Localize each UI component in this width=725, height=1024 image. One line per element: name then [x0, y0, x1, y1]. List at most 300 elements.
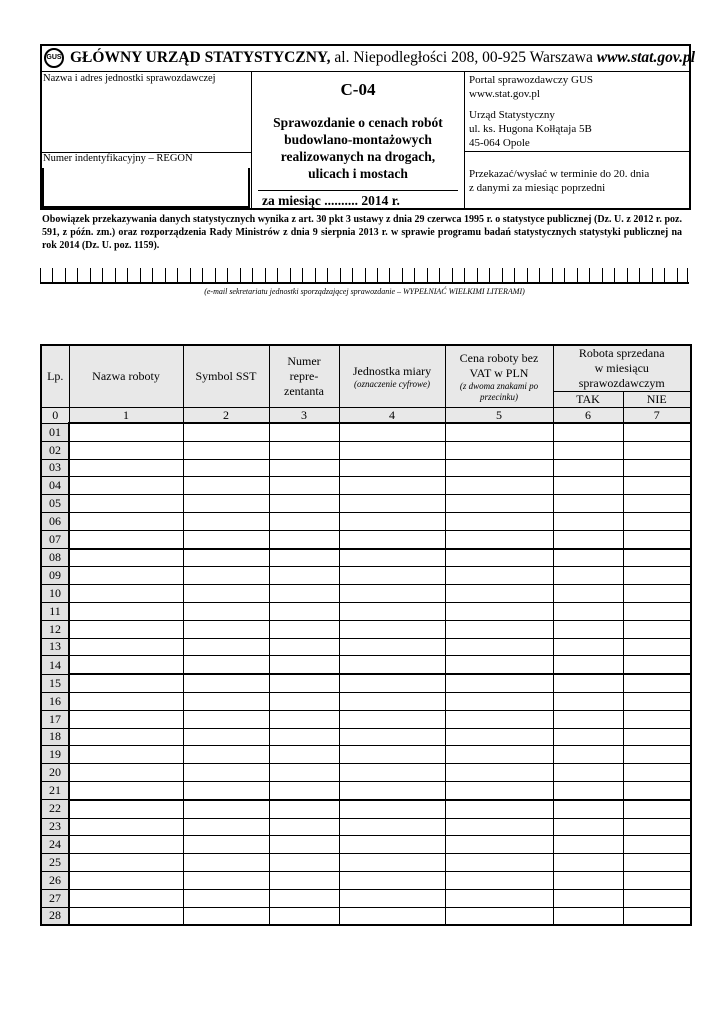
table-cell-input[interactable]	[183, 889, 269, 907]
table-cell-input[interactable]	[339, 638, 445, 656]
table-cell-input[interactable]	[553, 459, 623, 477]
table-cell-input[interactable]	[445, 907, 553, 925]
table-cell-input[interactable]	[183, 530, 269, 548]
table-cell-input[interactable]	[183, 602, 269, 620]
table-cell-input[interactable]	[445, 656, 553, 674]
table-cell-input[interactable]	[339, 907, 445, 925]
table-cell-input[interactable]	[445, 549, 553, 567]
table-cell-input[interactable]	[269, 764, 339, 782]
table-cell-input[interactable]	[339, 620, 445, 638]
row-number: 05	[41, 495, 69, 513]
email-box-divider	[389, 268, 390, 282]
email-box-divider	[152, 268, 153, 282]
col-header-tak: TAK	[553, 392, 623, 408]
table-cell-input[interactable]	[445, 818, 553, 836]
table-cell-input[interactable]	[269, 728, 339, 746]
table-cell-input[interactable]	[269, 818, 339, 836]
table-cell-input[interactable]	[445, 836, 553, 854]
table-cell-input[interactable]	[553, 889, 623, 907]
email-box-divider	[165, 268, 166, 282]
header-line: VAT w PLN	[469, 365, 529, 380]
table-cell-input[interactable]	[339, 602, 445, 620]
table-cell-input[interactable]	[339, 728, 445, 746]
table-cell-input[interactable]	[339, 818, 445, 836]
table-cell-input[interactable]	[339, 710, 445, 728]
email-box-divider	[215, 268, 216, 282]
table-cell-input[interactable]	[69, 907, 183, 925]
table-cell-input[interactable]	[183, 459, 269, 477]
table-cell-input[interactable]	[445, 602, 553, 620]
table-cell-input[interactable]	[445, 477, 553, 495]
table-cell-input[interactable]	[445, 459, 553, 477]
table-cell-input[interactable]	[445, 495, 553, 513]
table-cell-input[interactable]	[445, 620, 553, 638]
table-cell-input[interactable]	[269, 495, 339, 513]
regon-input-field[interactable]	[42, 168, 250, 208]
table-cell-input[interactable]	[69, 764, 183, 782]
table-cell-input[interactable]	[69, 620, 183, 638]
table-cell-input[interactable]	[269, 674, 339, 692]
table-cell-input[interactable]	[553, 620, 623, 638]
table-cell-input[interactable]	[553, 549, 623, 567]
table-row	[41, 620, 691, 638]
email-input-boxes[interactable]	[40, 262, 689, 284]
table-cell-input[interactable]	[339, 764, 445, 782]
table-row	[41, 530, 691, 548]
portal-line: Portal sprawozdawczy GUS	[469, 74, 594, 86]
table-cell-input[interactable]	[269, 585, 339, 603]
table-row	[41, 871, 691, 889]
table-cell-input[interactable]	[183, 836, 269, 854]
table-cell-input[interactable]	[269, 781, 339, 799]
email-box-divider	[52, 268, 53, 282]
table-cell-input[interactable]	[553, 585, 623, 603]
table-cell-input[interactable]	[553, 871, 623, 889]
table-cell-input[interactable]	[183, 656, 269, 674]
email-box-divider	[77, 268, 78, 282]
email-box-divider	[177, 268, 178, 282]
table-cell-input[interactable]	[553, 477, 623, 495]
table-cell-input[interactable]	[553, 854, 623, 872]
table-cell-input[interactable]	[269, 871, 339, 889]
table-cell-input[interactable]	[269, 692, 339, 710]
table-cell-input[interactable]	[183, 800, 269, 818]
table-cell-input[interactable]	[69, 728, 183, 746]
table-cell-input[interactable]	[553, 907, 623, 925]
table-row	[41, 656, 691, 674]
table-cell-input[interactable]	[183, 549, 269, 567]
table-cell-input[interactable]	[69, 871, 183, 889]
col-number: 1	[69, 408, 183, 424]
table-row	[41, 746, 691, 764]
table-cell-input[interactable]	[339, 692, 445, 710]
table-cell-input[interactable]	[339, 871, 445, 889]
email-box-divider	[90, 268, 91, 282]
table-cell-input[interactable]	[339, 530, 445, 548]
table-cell-input[interactable]	[445, 423, 553, 441]
table-cell-input[interactable]	[553, 512, 623, 530]
col-header-name: Nazwa roboty	[69, 345, 183, 408]
row-number: 24	[41, 836, 69, 854]
table-cell-input[interactable]	[183, 710, 269, 728]
table-cell-input[interactable]	[553, 781, 623, 799]
table-cell-input[interactable]	[269, 638, 339, 656]
table-cell-input[interactable]	[339, 549, 445, 567]
table-cell-input[interactable]	[183, 674, 269, 692]
reporting-month-field[interactable]: za miesiąc .......... 2014 r.	[262, 193, 400, 208]
form-title-line: Sprawozdanie o cenach robót	[273, 115, 443, 130]
col-number: 5	[445, 408, 553, 424]
table-cell-input[interactable]	[553, 638, 623, 656]
table-cell-input[interactable]	[269, 602, 339, 620]
table-cell-input[interactable]	[553, 602, 623, 620]
table-cell-input[interactable]	[269, 854, 339, 872]
table-cell-input[interactable]	[269, 441, 339, 459]
email-box-divider	[452, 268, 453, 282]
table-cell-input[interactable]	[623, 512, 691, 530]
table-cell-input[interactable]	[553, 567, 623, 585]
regon-label: Numer indentyfikacyjny – REGON	[43, 153, 193, 164]
table-cell-input[interactable]	[183, 423, 269, 441]
email-box-divider	[40, 268, 41, 282]
table-cell-input[interactable]	[183, 441, 269, 459]
table-cell-input[interactable]	[339, 459, 445, 477]
email-box-divider	[140, 268, 141, 282]
table-cell-input[interactable]	[69, 746, 183, 764]
email-box-divider	[552, 268, 553, 282]
table-cell-input[interactable]	[623, 764, 691, 782]
table-cell-input[interactable]	[339, 567, 445, 585]
table-cell-input[interactable]	[553, 441, 623, 459]
table-cell-input[interactable]	[623, 746, 691, 764]
table-cell-input[interactable]	[445, 854, 553, 872]
header-line: w miesiącu	[594, 361, 649, 375]
table-cell-input[interactable]	[183, 692, 269, 710]
table-cell-input[interactable]	[623, 441, 691, 459]
email-box-divider	[115, 268, 116, 282]
table-row	[41, 459, 691, 477]
table-cell-input[interactable]	[69, 781, 183, 799]
table-cell-input[interactable]	[553, 495, 623, 513]
table-cell-input[interactable]	[553, 800, 623, 818]
table-cell-input[interactable]	[269, 477, 339, 495]
table-cell-input[interactable]	[269, 459, 339, 477]
table-cell-input[interactable]	[339, 477, 445, 495]
table-cell-input[interactable]	[623, 692, 691, 710]
row-number: 22	[41, 800, 69, 818]
table-cell-input[interactable]	[269, 423, 339, 441]
email-box-divider	[352, 268, 353, 282]
table-cell-input[interactable]	[269, 620, 339, 638]
table-cell-input[interactable]	[623, 602, 691, 620]
email-box-divider	[577, 268, 578, 282]
table-cell-input[interactable]	[183, 512, 269, 530]
table-cell-input[interactable]	[553, 710, 623, 728]
table-cell-input[interactable]	[445, 800, 553, 818]
table-cell-input[interactable]	[69, 567, 183, 585]
table-cell-input[interactable]	[623, 620, 691, 638]
email-box-divider	[102, 268, 103, 282]
table-row	[41, 567, 691, 585]
table-cell-input[interactable]	[445, 728, 553, 746]
table-cell-input[interactable]	[623, 459, 691, 477]
col-number: 3	[269, 408, 339, 424]
email-box-divider	[639, 268, 640, 282]
email-box-divider	[464, 268, 465, 282]
table-cell-input[interactable]	[69, 585, 183, 603]
table-cell-input[interactable]	[69, 512, 183, 530]
table-cell-input[interactable]	[69, 495, 183, 513]
table-cell-input[interactable]	[183, 818, 269, 836]
institution-address: al. Niepodległości 208, 00-925 Warszawa	[330, 49, 597, 66]
table-cell-input[interactable]	[445, 638, 553, 656]
table-cell-input[interactable]	[553, 836, 623, 854]
row-number: 25	[41, 854, 69, 872]
table-cell-input[interactable]	[553, 674, 623, 692]
table-cell-input[interactable]	[623, 530, 691, 548]
table-cell-input[interactable]	[553, 692, 623, 710]
table-cell-input[interactable]	[69, 800, 183, 818]
table-cell-input[interactable]	[623, 710, 691, 728]
col-header-unit	[339, 345, 445, 408]
table-cell-input[interactable]	[269, 530, 339, 548]
row-number: 01	[41, 423, 69, 441]
table-cell-input[interactable]	[69, 638, 183, 656]
table-cell-input[interactable]	[269, 656, 339, 674]
table-cell-input[interactable]	[183, 567, 269, 585]
table-cell-input[interactable]	[445, 710, 553, 728]
website-link[interactable]: www.stat.gov.pl	[596, 49, 696, 66]
table-cell-input[interactable]	[183, 781, 269, 799]
row-number: 17	[41, 710, 69, 728]
table-cell-input[interactable]	[623, 495, 691, 513]
col-number: 7	[623, 408, 691, 424]
table-cell-input[interactable]	[623, 585, 691, 603]
table-cell-input[interactable]	[553, 728, 623, 746]
email-box-divider	[589, 268, 590, 282]
table-cell-input[interactable]	[339, 674, 445, 692]
form-title-line: ulicach i mostach	[308, 166, 408, 181]
table-cell-input[interactable]	[183, 638, 269, 656]
email-box-divider	[265, 268, 266, 282]
table-row	[41, 585, 691, 603]
table-cell-input[interactable]	[269, 567, 339, 585]
table-cell-input[interactable]	[69, 459, 183, 477]
table-cell-input[interactable]	[623, 836, 691, 854]
email-box-divider	[240, 268, 241, 282]
email-box-divider	[564, 268, 565, 282]
table-cell-input[interactable]	[339, 441, 445, 459]
table-cell-input[interactable]	[69, 549, 183, 567]
table-cell-input[interactable]	[339, 746, 445, 764]
table-cell-input[interactable]	[269, 512, 339, 530]
table-cell-input[interactable]	[339, 423, 445, 441]
table-cell-input[interactable]	[339, 854, 445, 872]
table-cell-input[interactable]	[623, 889, 691, 907]
table-cell-input[interactable]	[445, 764, 553, 782]
table-cell-input[interactable]	[339, 656, 445, 674]
table-row	[41, 907, 691, 925]
table-cell-input[interactable]	[269, 549, 339, 567]
table-cell-input[interactable]	[339, 889, 445, 907]
table-cell-input[interactable]	[623, 818, 691, 836]
table-row	[41, 549, 691, 567]
row-number: 10	[41, 585, 69, 603]
table-cell-input[interactable]	[339, 495, 445, 513]
table-row	[41, 818, 691, 836]
header-note: (oznaczenie cyfrowe)	[354, 378, 430, 389]
row-number: 03	[41, 459, 69, 477]
data-table	[40, 344, 692, 926]
table-cell-input[interactable]	[183, 495, 269, 513]
row-number: 11	[41, 602, 69, 620]
table-cell-input[interactable]	[445, 530, 553, 548]
email-box-divider	[290, 268, 291, 282]
header-line: Numer	[287, 354, 321, 368]
table-cell-input[interactable]	[623, 423, 691, 441]
email-box-divider	[652, 268, 653, 282]
gus-logo-icon: GUS	[44, 48, 64, 68]
table-cell-input[interactable]	[445, 512, 553, 530]
row-number: 12	[41, 620, 69, 638]
table-cell-input[interactable]	[269, 710, 339, 728]
table-cell-input[interactable]	[553, 764, 623, 782]
email-box-divider	[439, 268, 440, 282]
table-cell-input[interactable]	[269, 907, 339, 925]
email-box-divider	[202, 268, 203, 282]
table-cell-input[interactable]	[445, 674, 553, 692]
table-cell-input[interactable]	[445, 889, 553, 907]
table-cell-input[interactable]	[69, 889, 183, 907]
form-title-line: budowlano-montażowych	[284, 132, 432, 147]
table-cell-input[interactable]	[553, 423, 623, 441]
row-number: 27	[41, 889, 69, 907]
table-cell-input[interactable]	[339, 585, 445, 603]
deadline-line: z danymi za miesiąc poprzedni	[469, 182, 606, 194]
table-row	[41, 710, 691, 728]
table-cell-input[interactable]	[553, 746, 623, 764]
table-cell-input[interactable]	[69, 836, 183, 854]
email-box-divider	[539, 268, 540, 282]
table-cell-input[interactable]	[339, 836, 445, 854]
row-number: 04	[41, 477, 69, 495]
table-row	[41, 764, 691, 782]
table-cell-input[interactable]	[69, 423, 183, 441]
table-row	[41, 495, 691, 513]
table-cell-input[interactable]	[623, 567, 691, 585]
table-cell-input[interactable]	[623, 781, 691, 799]
table-cell-input[interactable]	[69, 656, 183, 674]
email-box-divider	[687, 268, 688, 282]
table-cell-input[interactable]	[69, 477, 183, 495]
email-box-divider	[677, 268, 678, 282]
table-row	[41, 800, 691, 818]
table-cell-input[interactable]	[623, 871, 691, 889]
table-cell-input[interactable]	[339, 781, 445, 799]
table-cell-input[interactable]	[69, 530, 183, 548]
table-cell-input[interactable]	[183, 907, 269, 925]
table-cell-input[interactable]	[183, 620, 269, 638]
col-number: 0	[41, 408, 69, 424]
email-box-divider	[664, 268, 665, 282]
table-cell-input[interactable]	[553, 656, 623, 674]
table-cell-input[interactable]	[623, 674, 691, 692]
table-cell-input[interactable]	[183, 746, 269, 764]
email-box-divider	[627, 268, 628, 282]
table-cell-input[interactable]	[623, 854, 691, 872]
table-cell-input[interactable]	[623, 728, 691, 746]
table-row	[41, 889, 691, 907]
email-box-divider	[502, 268, 503, 282]
table-cell-input[interactable]	[553, 818, 623, 836]
table-body	[41, 423, 691, 925]
portal-info	[469, 73, 593, 101]
table-cell-input[interactable]	[69, 710, 183, 728]
row-number: 06	[41, 512, 69, 530]
table-cell-input[interactable]	[553, 530, 623, 548]
table-row	[41, 836, 691, 854]
table-cell-input[interactable]	[445, 585, 553, 603]
row-number: 19	[41, 746, 69, 764]
table-cell-input[interactable]	[445, 692, 553, 710]
header-line: sprawozdawczym	[578, 376, 665, 390]
table-cell-input[interactable]	[445, 567, 553, 585]
table-cell-input[interactable]	[269, 889, 339, 907]
table-cell-input[interactable]	[183, 764, 269, 782]
col-header-price	[445, 345, 553, 408]
table-cell-input[interactable]	[69, 854, 183, 872]
table-cell-input[interactable]	[69, 692, 183, 710]
table-cell-input[interactable]	[183, 477, 269, 495]
table-cell-input[interactable]	[269, 836, 339, 854]
table-cell-input[interactable]	[623, 800, 691, 818]
table-cell-input[interactable]	[623, 477, 691, 495]
table-cell-input[interactable]	[339, 512, 445, 530]
form-code: C-04	[340, 80, 376, 99]
table-cell-input[interactable]	[183, 728, 269, 746]
table-cell-input[interactable]	[623, 656, 691, 674]
table-row	[41, 423, 691, 441]
table-cell-input[interactable]	[445, 781, 553, 799]
table-cell-input[interactable]	[183, 585, 269, 603]
table-cell-input[interactable]	[623, 549, 691, 567]
row-number: 09	[41, 567, 69, 585]
table-cell-input[interactable]	[69, 441, 183, 459]
email-box-divider	[514, 268, 515, 282]
email-box-divider	[427, 268, 428, 282]
table-cell-input[interactable]	[623, 638, 691, 656]
table-cell-input[interactable]	[623, 907, 691, 925]
email-box-divider	[315, 268, 316, 282]
row-number: 23	[41, 818, 69, 836]
table-cell-input[interactable]	[339, 800, 445, 818]
table-cell-input[interactable]	[69, 674, 183, 692]
divider	[258, 190, 458, 191]
table-cell-input[interactable]	[269, 800, 339, 818]
email-box-divider	[602, 268, 603, 282]
table-cell-input[interactable]	[445, 871, 553, 889]
table-cell-input[interactable]	[445, 746, 553, 764]
header-note: (z dwoma znakami po przecinku)	[459, 380, 539, 402]
table-row	[41, 512, 691, 530]
table-cell-input[interactable]	[69, 602, 183, 620]
email-box-divider	[277, 268, 278, 282]
table-cell-input[interactable]	[183, 854, 269, 872]
table-cell-input[interactable]	[269, 746, 339, 764]
table-cell-input[interactable]	[183, 871, 269, 889]
table-cell-input[interactable]	[445, 441, 553, 459]
table-cell-input[interactable]	[69, 818, 183, 836]
